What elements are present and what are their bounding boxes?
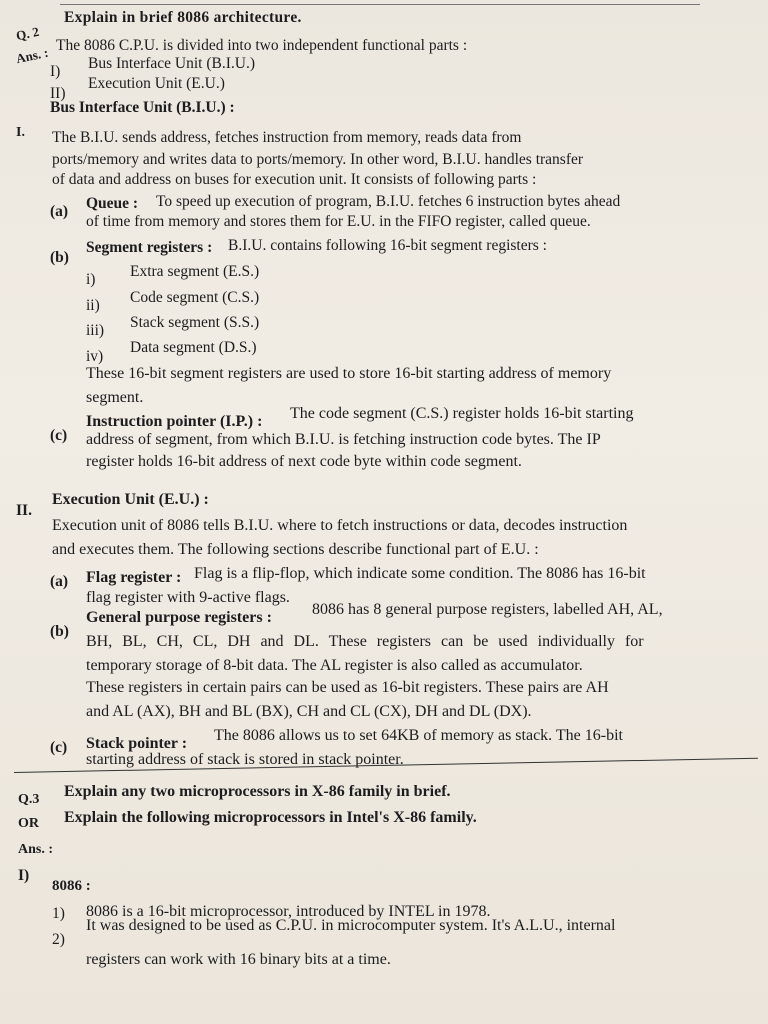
- flag-text-line-2: flag register with 9-active flags.: [86, 589, 290, 606]
- biu-para-line-2: ports/memory and writes data to ports/memory. In other word, B.I.U. handles transfer: [52, 151, 584, 168]
- sp-text-line-2: starting address of stack is stored in stack pointer.: [86, 751, 404, 768]
- queue-text-line-2: of time from memory and stores them for E.U. in the FIFO register, called queue.: [86, 213, 591, 230]
- segment-registers-text: B.I.U. contains following 16-bit segment registers :: [228, 237, 547, 254]
- segment-code: Code segment (C.S.): [130, 289, 260, 306]
- section-eu-heading: Execution Unit (E.U.) :: [52, 491, 209, 508]
- q3-question: Explain any two microprocessors in X-86 family in brief.: [64, 783, 451, 800]
- segment-note-line-2: segment.: [86, 389, 144, 406]
- answer-label: Ans. :: [14, 44, 50, 67]
- biu-para-line-3: of data and address on buses for execution unit. It consists of following parts :: [52, 171, 537, 188]
- stack-pointer-term: Stack pointer :: [86, 735, 188, 752]
- sp-text-line-1: The 8086 allows us to set 64KB of memory as stack. The 16-bit: [214, 727, 623, 744]
- ip-text-line-3: register holds 16-bit address of next code byte within code segment.: [86, 453, 522, 470]
- cpu-8086-heading: 8086 :: [52, 878, 91, 894]
- eu-item-b-marker: (b): [50, 623, 69, 640]
- fact-2-line-1: It was designed to be used as C.P.U. in microcomputer system. It's A.L.U., internal: [86, 917, 616, 934]
- q3-alt-question: Explain the following microprocessors in Intel's X-86 family.: [64, 809, 477, 826]
- segment-marker-iii: iii): [86, 322, 105, 339]
- gp-text-line-4: These registers in certain pairs can be used as 16-bit registers. These pairs are AH: [86, 679, 609, 696]
- section-ii-marker: II.: [16, 502, 32, 519]
- q3-answer-label: Ans. :: [18, 842, 54, 857]
- segment-stack: Stack segment (S.S.): [130, 314, 260, 331]
- ip-text-line-2: address of segment, from which B.I.U. is fetching instruction code bytes. The IP: [86, 431, 601, 448]
- gp-text-line-3: temporary storage of 8-bit data. The AL register is also called as accumulator.: [86, 657, 583, 674]
- item-b-marker: (b): [50, 249, 69, 266]
- biu-para-line-1: The B.I.U. sends address, fetches instruction from memory, reads data from: [52, 129, 522, 146]
- section-i-marker: I.: [16, 125, 25, 140]
- queue-text-line-1: To speed up execution of program, B.I.U. fetches 6 instruction bytes ahead: [156, 193, 621, 210]
- segment-note-line-1: These 16-bit segment registers are used to store 16-bit starting address of memory: [86, 365, 612, 382]
- part-eu: Execution Unit (E.U.): [88, 75, 225, 92]
- q3-or-label: OR: [18, 816, 39, 831]
- instruction-pointer-term: Instruction pointer (I.P.) :: [86, 413, 263, 430]
- flag-text-line-1: Flag is a flip-flop, which indicate some condition. The 8086 has 16-bit: [194, 565, 646, 582]
- gp-text-line-1: 8086 has 8 general purpose registers, labelled AH, AL,: [312, 601, 663, 618]
- q3-item-i-marker: I): [18, 867, 30, 884]
- fact-2-line-2: registers can work with 16 binary bits at a time.: [86, 951, 391, 968]
- q2-label: Q. 2: [14, 23, 41, 44]
- section-biu-heading: Bus Interface Unit (B.I.U.) :: [50, 99, 235, 116]
- segment-extra: Extra segment (E.S.): [130, 263, 260, 280]
- top-rule: [60, 4, 700, 5]
- q3-label: Q.3: [18, 792, 40, 807]
- list-marker-ii: II): [50, 85, 66, 102]
- q2-question: Explain in brief 8086 architecture.: [64, 9, 302, 26]
- fact-2-marker: 2): [52, 931, 65, 948]
- segment-registers-term: Segment registers :: [86, 239, 213, 256]
- segment-marker-ii: ii): [86, 297, 100, 314]
- fact-1-marker: 1): [52, 905, 65, 922]
- segment-marker-i: i): [86, 271, 96, 288]
- answer-intro: The 8086 C.P.U. is divided into two independent functional parts :: [56, 37, 468, 54]
- general-purpose-term: General purpose registers :: [86, 609, 272, 626]
- flag-register-term: Flag register :: [86, 569, 182, 586]
- list-marker-i: I): [50, 63, 61, 80]
- queue-term: Queue :: [86, 195, 139, 212]
- fact-1-text: 8086 is a 16-bit microprocessor, introduced by INTEL in 1978.: [86, 903, 491, 920]
- segment-marker-iv: iv): [86, 348, 104, 365]
- part-biu: Bus Interface Unit (B.I.U.): [88, 55, 256, 72]
- ip-text-line-1: The code segment (C.S.) register holds 16-bit starting: [290, 405, 634, 422]
- gp-text-line-2: BH, BL, CH, CL, DH and DL. These registers can be used individually for: [86, 633, 644, 650]
- item-a-marker: (a): [50, 203, 69, 220]
- eu-item-a-marker: (a): [50, 573, 69, 590]
- eu-para-line-2: and executes them. The following sections describe functional part of E.U. :: [52, 541, 539, 558]
- eu-item-c-marker: (c): [50, 739, 68, 756]
- gp-text-line-5: and AL (AX), BH and BL (BX), CH and CL (CX), DH and DL (DX).: [86, 703, 532, 720]
- item-c-marker: (c): [50, 427, 68, 444]
- segment-data: Data segment (D.S.): [130, 339, 257, 356]
- eu-para-line-1: Execution unit of 8086 tells B.I.U. where to fetch instructions or data, decodes instruction: [52, 517, 628, 534]
